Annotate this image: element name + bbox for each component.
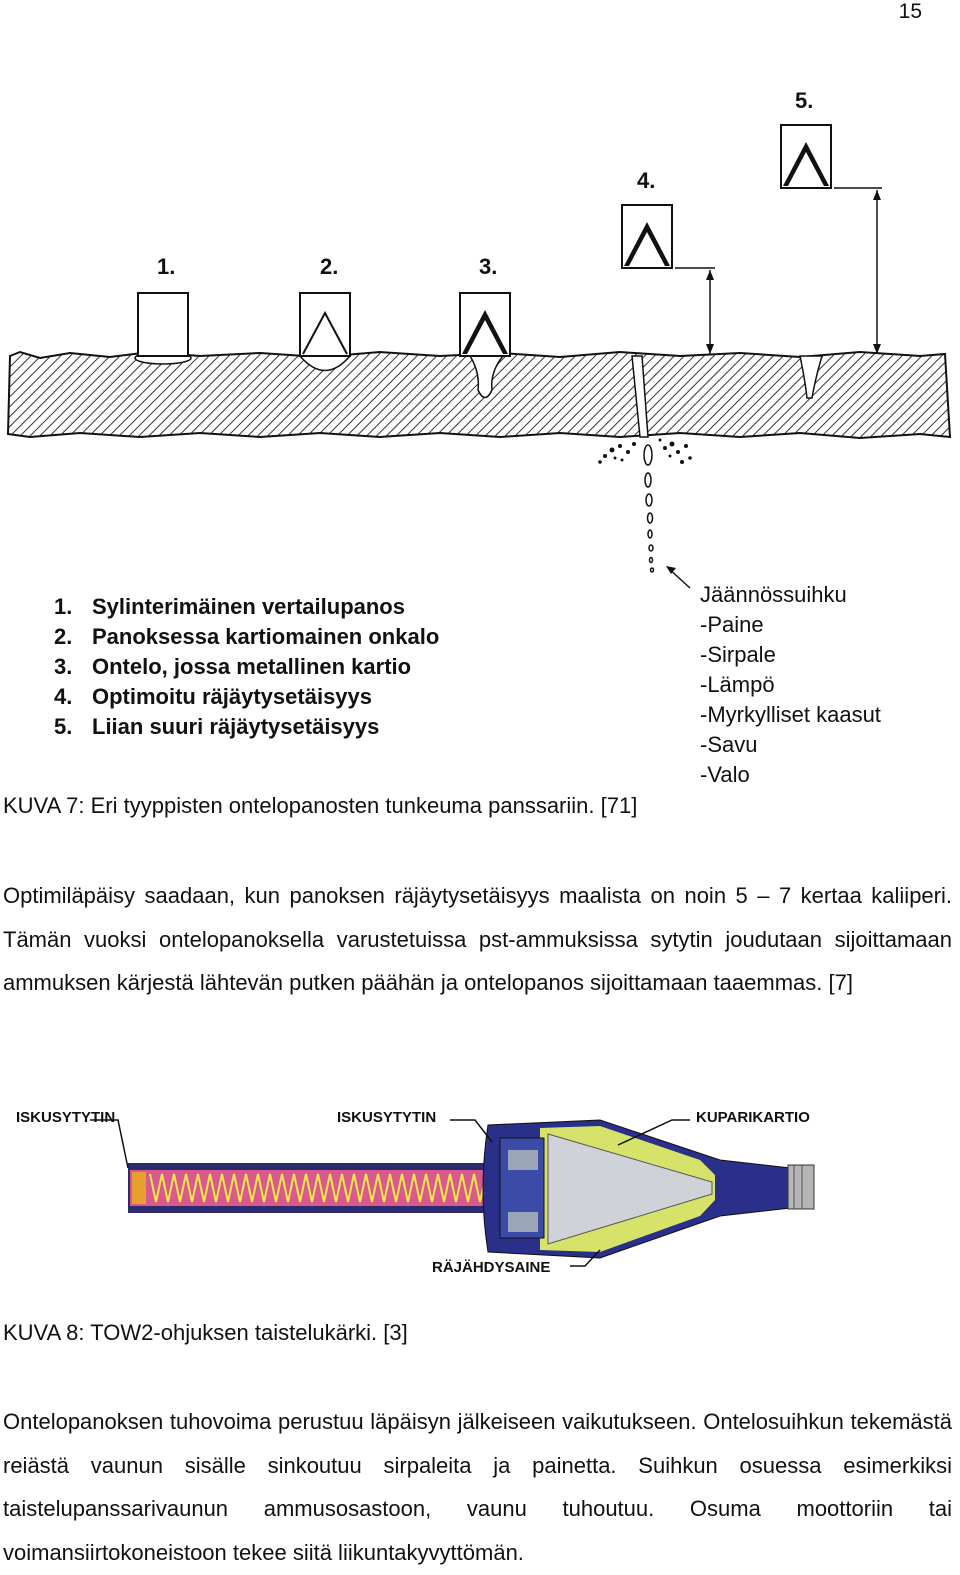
legend-item: 3. Ontelo, jossa metallinen kartio [54,654,412,679]
charge-number-3: 3. [479,254,498,279]
effect-item: -Sirpale [700,642,776,667]
paragraph-standoff: Optimiläpäisy saadaan, kun panoksen räjäytysetäisyys maalista on noin 5 – 7 kertaa kaliiperi. Tämän vuoksi ontelopanoksella varustetuissa pst-ammuksissa sytytin joudutaan sijoittamaan ammuksen kärjestä lähtevän putken päähän ja ontelopanos sijoittamaan taaemmas. [7] [3,883,952,995]
charge-number-4: 4. [637,168,656,193]
figure-7-penetration-diagram [0,80,960,590]
figure-8-caption: KUVA 8: TOW2-ohjuksen taistelukärki. [3] [3,1320,408,1345]
label-explosive: RÄJÄHDYSAINE [432,1259,551,1276]
figure-7-legend [54,592,439,742]
charge-1 [138,293,188,356]
legend-item: 4. Optimoitu räjäytysetäisyys [54,684,373,709]
legend-item: 5. Liian suuri räjäytysetäisyys [54,714,380,739]
charge-number-5: 5. [795,88,814,113]
figure-8-tow2-warhead [0,1095,960,1285]
jet-effects-list [700,580,881,790]
legend-item: 2. Panoksessa kartiomainen onkalo [54,624,440,649]
effect-item: -Paine [700,612,764,637]
effect-item: -Savu [700,732,758,757]
page-number: 15 [898,0,922,23]
effect-item: -Lämpö [700,672,775,697]
effects-title: Jäännössuihku [700,582,847,607]
label-fuze-left: ISKUSYTYTIN [16,1109,116,1126]
figure-7-caption: KUVA 7: Eri tyyppisten ontelopanosten tunkeuma panssariin. [71] [3,793,638,818]
effect-item: -Valo [700,762,750,787]
residual-jet [644,445,654,572]
charge-number-1: 1. [157,254,176,279]
label-copper-liner: KUPARIKARTIO [696,1109,810,1126]
legend-item: 1. Sylinterimäinen vertailupanos [54,594,405,619]
charge-number-2: 2. [320,254,339,279]
paragraph-effect: Ontelopanoksen tuhovoima perustuu läpäisyn jälkeiseen vaikutukseen. Ontelosuihkun tekemästä reiästä vaunun sisälle sinkoutuu sirpaleita ja painetta. Suihkun osuessa esimerkiksi taistelupanssarivaunun ammusosastoon, vaunu tuhoutuu. Osuma moottoriin tai voimansiirtokoneistoon tekee siitä liikuntakyvyttömän. [3,1409,952,1565]
effect-item: -Myrkylliset kaasut [700,702,881,727]
nose-fuze [788,1165,814,1209]
label-fuze-mid: ISKUSYTYTIN [337,1109,437,1126]
